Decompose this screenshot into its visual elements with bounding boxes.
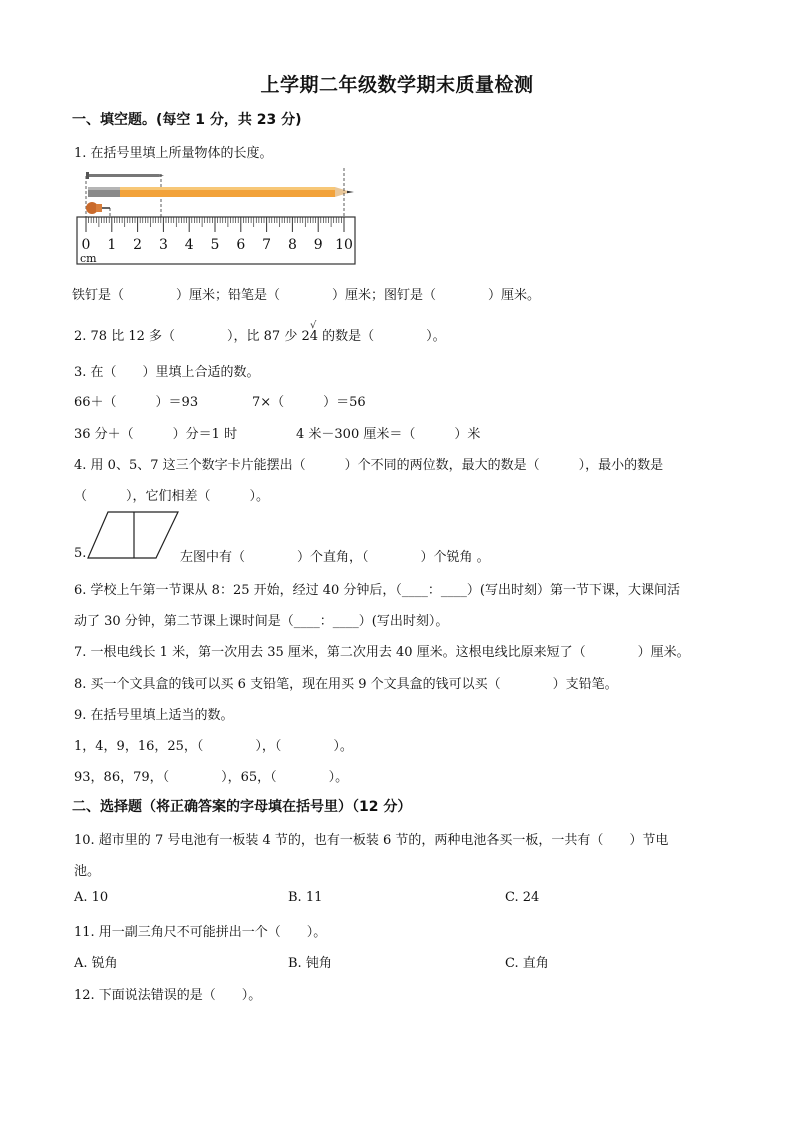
question-12-text: 12. 下面说法错误的是（ ）。 — [74, 988, 262, 1003]
question-7: 7. 一根电线长 1 米，第一次用去 35 厘米，第二次用去 40 厘米。这根电线比原来短了（ ）厘米。 — [74, 645, 690, 660]
question-10-option-c: C. 24 — [505, 890, 540, 905]
ruler-tick-label: 5 — [210, 237, 220, 253]
question-3-row1-b: 7×（ ）＝56 — [252, 395, 366, 410]
question-1-text: 1. 在括号里填上所量物体的长度。 — [74, 146, 273, 161]
question-9-row2: 93，86，79，（ ），65，（ ）。 — [74, 770, 349, 785]
question-5-text: 左图中有（ ）个直角，（ ）个锐角 。 — [180, 550, 490, 565]
question-3-row2-a: 36 分＋（ ）分＝1 时 — [74, 427, 238, 442]
question-3-row2-b: 4 米－300 厘米＝（ ）米 — [296, 427, 481, 442]
ruler-tick-label: 3 — [158, 237, 168, 253]
ruler-tick-label: 7 — [262, 237, 272, 253]
section-heading-fill-in: 一、填空题。(每空 1 分，共 23 分) — [72, 112, 302, 128]
ruler-tick-label: 6 — [236, 237, 246, 253]
question-4-line2: （ ），它们相差（ ）。 — [74, 489, 270, 504]
question-10-line1: 10. 超市里的 7 号电池有一板装 4 节的，也有一板装 6 节的，两种电池各买一板，一共有（ ）节电 — [74, 833, 669, 848]
ruler-tick-label: 2 — [133, 237, 143, 253]
question-11-text: 11. 用一副三角尺不可能拼出一个（ ）。 — [74, 925, 327, 940]
question-9-row1: 1，4，9，16，25，（ ），（ ）。 — [74, 739, 353, 754]
ruler-tick-label: 10 — [335, 237, 353, 253]
question-8: 8. 买一个文具盒的钱可以买 6 支铅笔，现在用买 9 个文具盒的钱可以买（ ）支铅笔。 — [74, 677, 618, 692]
question-3-row1-a: 66＋（ ）＝93 — [74, 395, 199, 410]
ruler-tick-label: 0 — [81, 237, 91, 253]
question-10-line2: 池。 — [74, 864, 101, 879]
ruler-illustration — [76, 164, 366, 266]
section-heading-choice: 二、选择题（将正确答案的字母填在括号里）（12 分） — [72, 799, 412, 815]
question-10-option-a: A. 10 — [74, 890, 109, 905]
parallelogram-figure — [86, 510, 182, 566]
page-title: 上学期二年级数学期末质量检测 — [260, 74, 534, 96]
ruler-tick-label: 9 — [313, 237, 323, 253]
question-5-number: 5. — [74, 546, 87, 561]
question-11-option-a: A. 锐角 — [74, 956, 118, 971]
question-11-option-c: C. 直角 — [505, 956, 549, 971]
ruler-figure — [76, 164, 366, 270]
ruler-tick-label: 8 — [287, 237, 297, 253]
parallelogram-diagram — [86, 510, 182, 562]
question-3-text: 3. 在（ ）里填上合适的数。 — [74, 365, 260, 380]
question-6-line2: 动了 30 分钟，第二节课上课时间是（____：____）(写出时刻）。 — [74, 614, 449, 629]
question-4-line1: 4. 用 0、5、7 这三个数字卡片能摆出（ ）个不同的两位数，最大的数是（ ），最小的数是 — [74, 458, 664, 473]
ruler-tick-label: 4 — [184, 237, 194, 253]
ruler-tick-label: 1 — [107, 237, 117, 253]
check-mark: √ — [310, 320, 317, 331]
question-6-line1: 6. 学校上午第一节课从 8：25 开始，经过 40 分钟后，（____：____）(写出时刻）第一节下课，大课间活 — [74, 583, 680, 598]
question-11-option-b: B. 钝角 — [288, 956, 332, 971]
question-10-option-b: B. 11 — [288, 890, 323, 905]
question-2: 2. 78 比 12 多（ ），比 87 少 24 的数是（ ）。 — [74, 329, 446, 344]
ruler-unit-label: cm — [80, 252, 97, 265]
question-1-answer: 铁钉是（ ）厘米；铅笔是（ ）厘米；图钉是（ ）厘米。 — [72, 288, 541, 303]
question-9-text: 9. 在括号里填上适当的数。 — [74, 708, 234, 723]
